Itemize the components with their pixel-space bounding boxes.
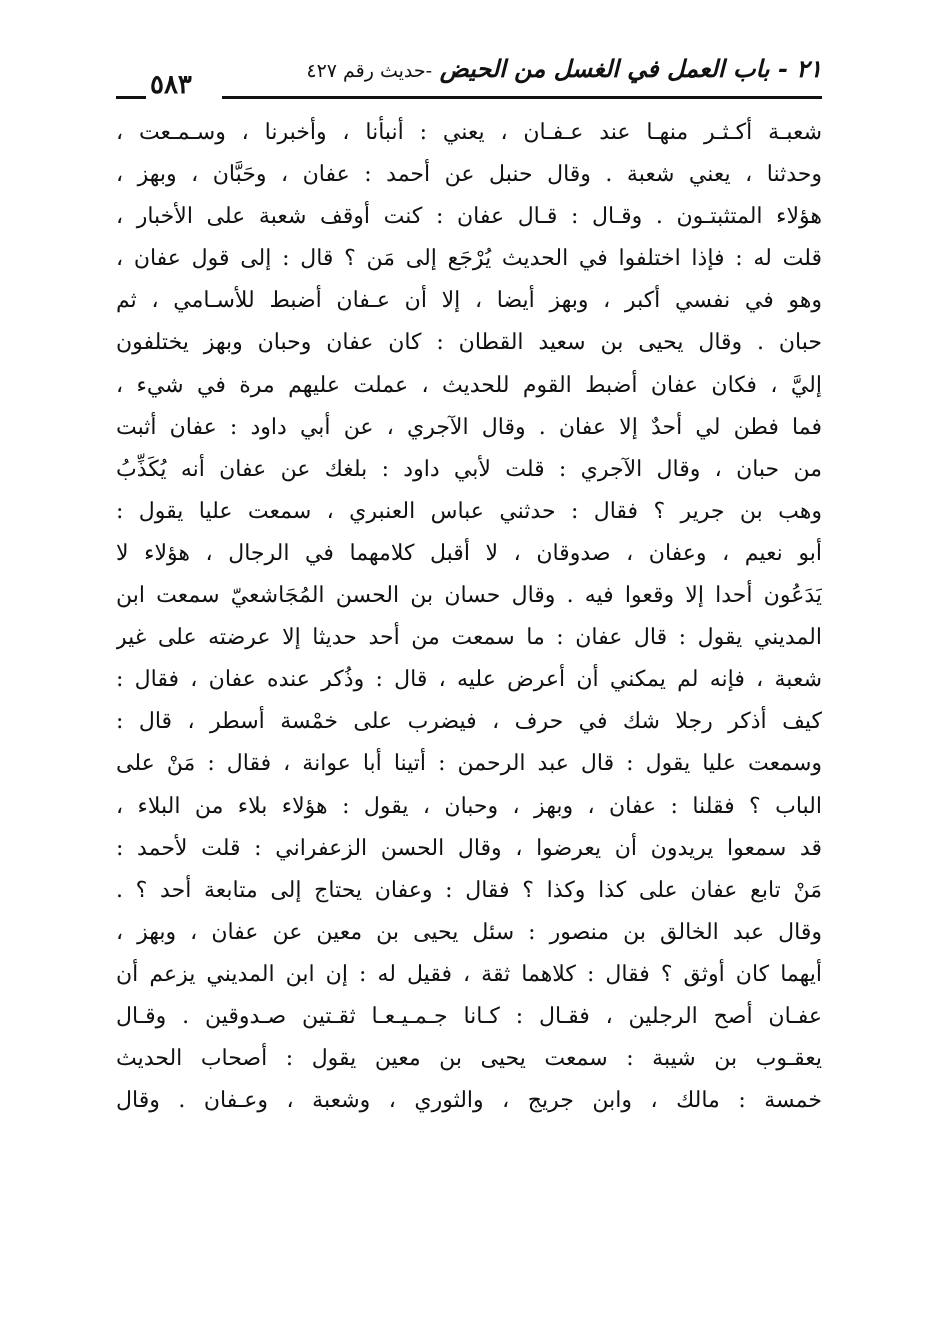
text-line: وسمعت عليا يقول : قال عبد الرحمن : أتينا أبا عوانة ، فقال : مَنْ على: [116, 751, 822, 777]
text-line: شعبة ، فإنه لم يمكني أن أعرض عليه ، قال : وذُكر عنده عفان ، فقال :: [116, 667, 822, 693]
text-line: فما فطن لي أحدٌ إلا عفان . وقال الآجري ، عن أبي داود : عفان أثبت: [116, 414, 822, 440]
text-line: من حبان ، وقال الآجري : قلت لأبي داود : بلغك عن عفان أنه يُكَذِّبُ: [116, 456, 822, 482]
header-rule: [222, 96, 822, 99]
text-line: هؤلاء المتثبتـون . وقـال : قـال عفان : كنت أوقف شعبة على الأخبار ،: [116, 204, 822, 230]
text-line: الباب ؟ فقلنا : عفان ، وبهز ، وحبان ، يقول : هؤلاء بلاء من البلاء ،: [116, 793, 822, 819]
text-line: أبو نعيم ، وعفان ، صدوقان ، لا أقبل كلامهما في الرجال ، هؤلاء لا: [116, 540, 822, 566]
text-line: وقال عبد الخالق بن منصور : سئل يحيى بن معين عن عفان ، وبهز ،: [116, 919, 822, 945]
page-number: ٥٨٣: [150, 70, 192, 100]
text-line: حبان . وقال يحيى بن سعيد القطان : كان عفان وحبان وبهز يختلفون: [116, 330, 822, 356]
text-line: أيهما كان أوثق ؟ فقال : كلاهما ثقة ، فقيل له : إن ابن المديني يزعم أن: [116, 961, 822, 987]
text-line: وهو في نفسي أكبر ، وبهز أيضا ، إلا أن عـفان أضبط للأسـامي ، ثم: [116, 288, 822, 314]
header-rule-short: [116, 96, 146, 99]
text-line: شعبـة أكـثـر منهـا عند عـفـان ، يعني : أنبأنا ، وأخبرنا ، وسـمـعت ،: [116, 120, 822, 145]
text-line: قلت له : فإذا اختلفوا في الحديث يُرْجَع إلى مَن ؟ قال : إلى قول عفان ،: [116, 246, 822, 272]
text-line: مَنْ تابع عفان على كذا وكذا ؟ فقال : وعفان يحتاج إلى متابعة أحد ؟ .: [116, 877, 822, 903]
text-line: كيف أذكر رجلا شك في حرف ، فيضرب على خمْسة أسطر ، قال :: [116, 709, 822, 735]
body-text: [116, 112, 822, 1122]
text-line: إليَّ ، فكان عفان أضبط القوم للحديث ، عملت عليهم مرة في شيء ،: [116, 372, 822, 398]
text-line: وهب بن جرير ؟ فقال : حدثني عباس العنبري ، سمعت عليا يقول :: [116, 498, 822, 524]
text-line: وحدثنا ، يعني شعبة . وقال حنبل عن أحمد : عفان ، وحَبَّان ، وبهز ،: [116, 162, 822, 188]
running-header: [116, 52, 822, 100]
text-line: المديني يقول : قال عفان : ما سمعت من أحد حديثا إلا عرضته على غير: [116, 625, 822, 651]
header-title: [306, 52, 822, 88]
chapter-title: ٢١ - باب العمل في الغسل من الحيض: [439, 54, 822, 83]
text-line: يَدَعُون أحدا إلا وقعوا فيه . وقال حسان بن الحسن المُجَاشعيّ سمعت ابن: [116, 583, 822, 609]
text-line: عفـان أصح الرجلين ، فقـال : كـانا جـمـيـعـا ثقـتين صـدوقين . وقـال: [116, 1003, 822, 1029]
hadith-reference: -حديث رقم ٤٢٧: [306, 60, 433, 82]
text-line: قد سمعوا يريدون أن يعرضوا ، وقال الحسن الزعفراني : قلت لأحمد :: [116, 835, 822, 861]
text-line: يعقـوب بن شيبة : سمعت يحيى بن معين يقول : أصحاب الحديث: [116, 1046, 822, 1072]
text-line: خمسة : مالك ، وابن جريج ، والثوري ، وشعبة ، وعـفان . وقال: [116, 1088, 822, 1114]
